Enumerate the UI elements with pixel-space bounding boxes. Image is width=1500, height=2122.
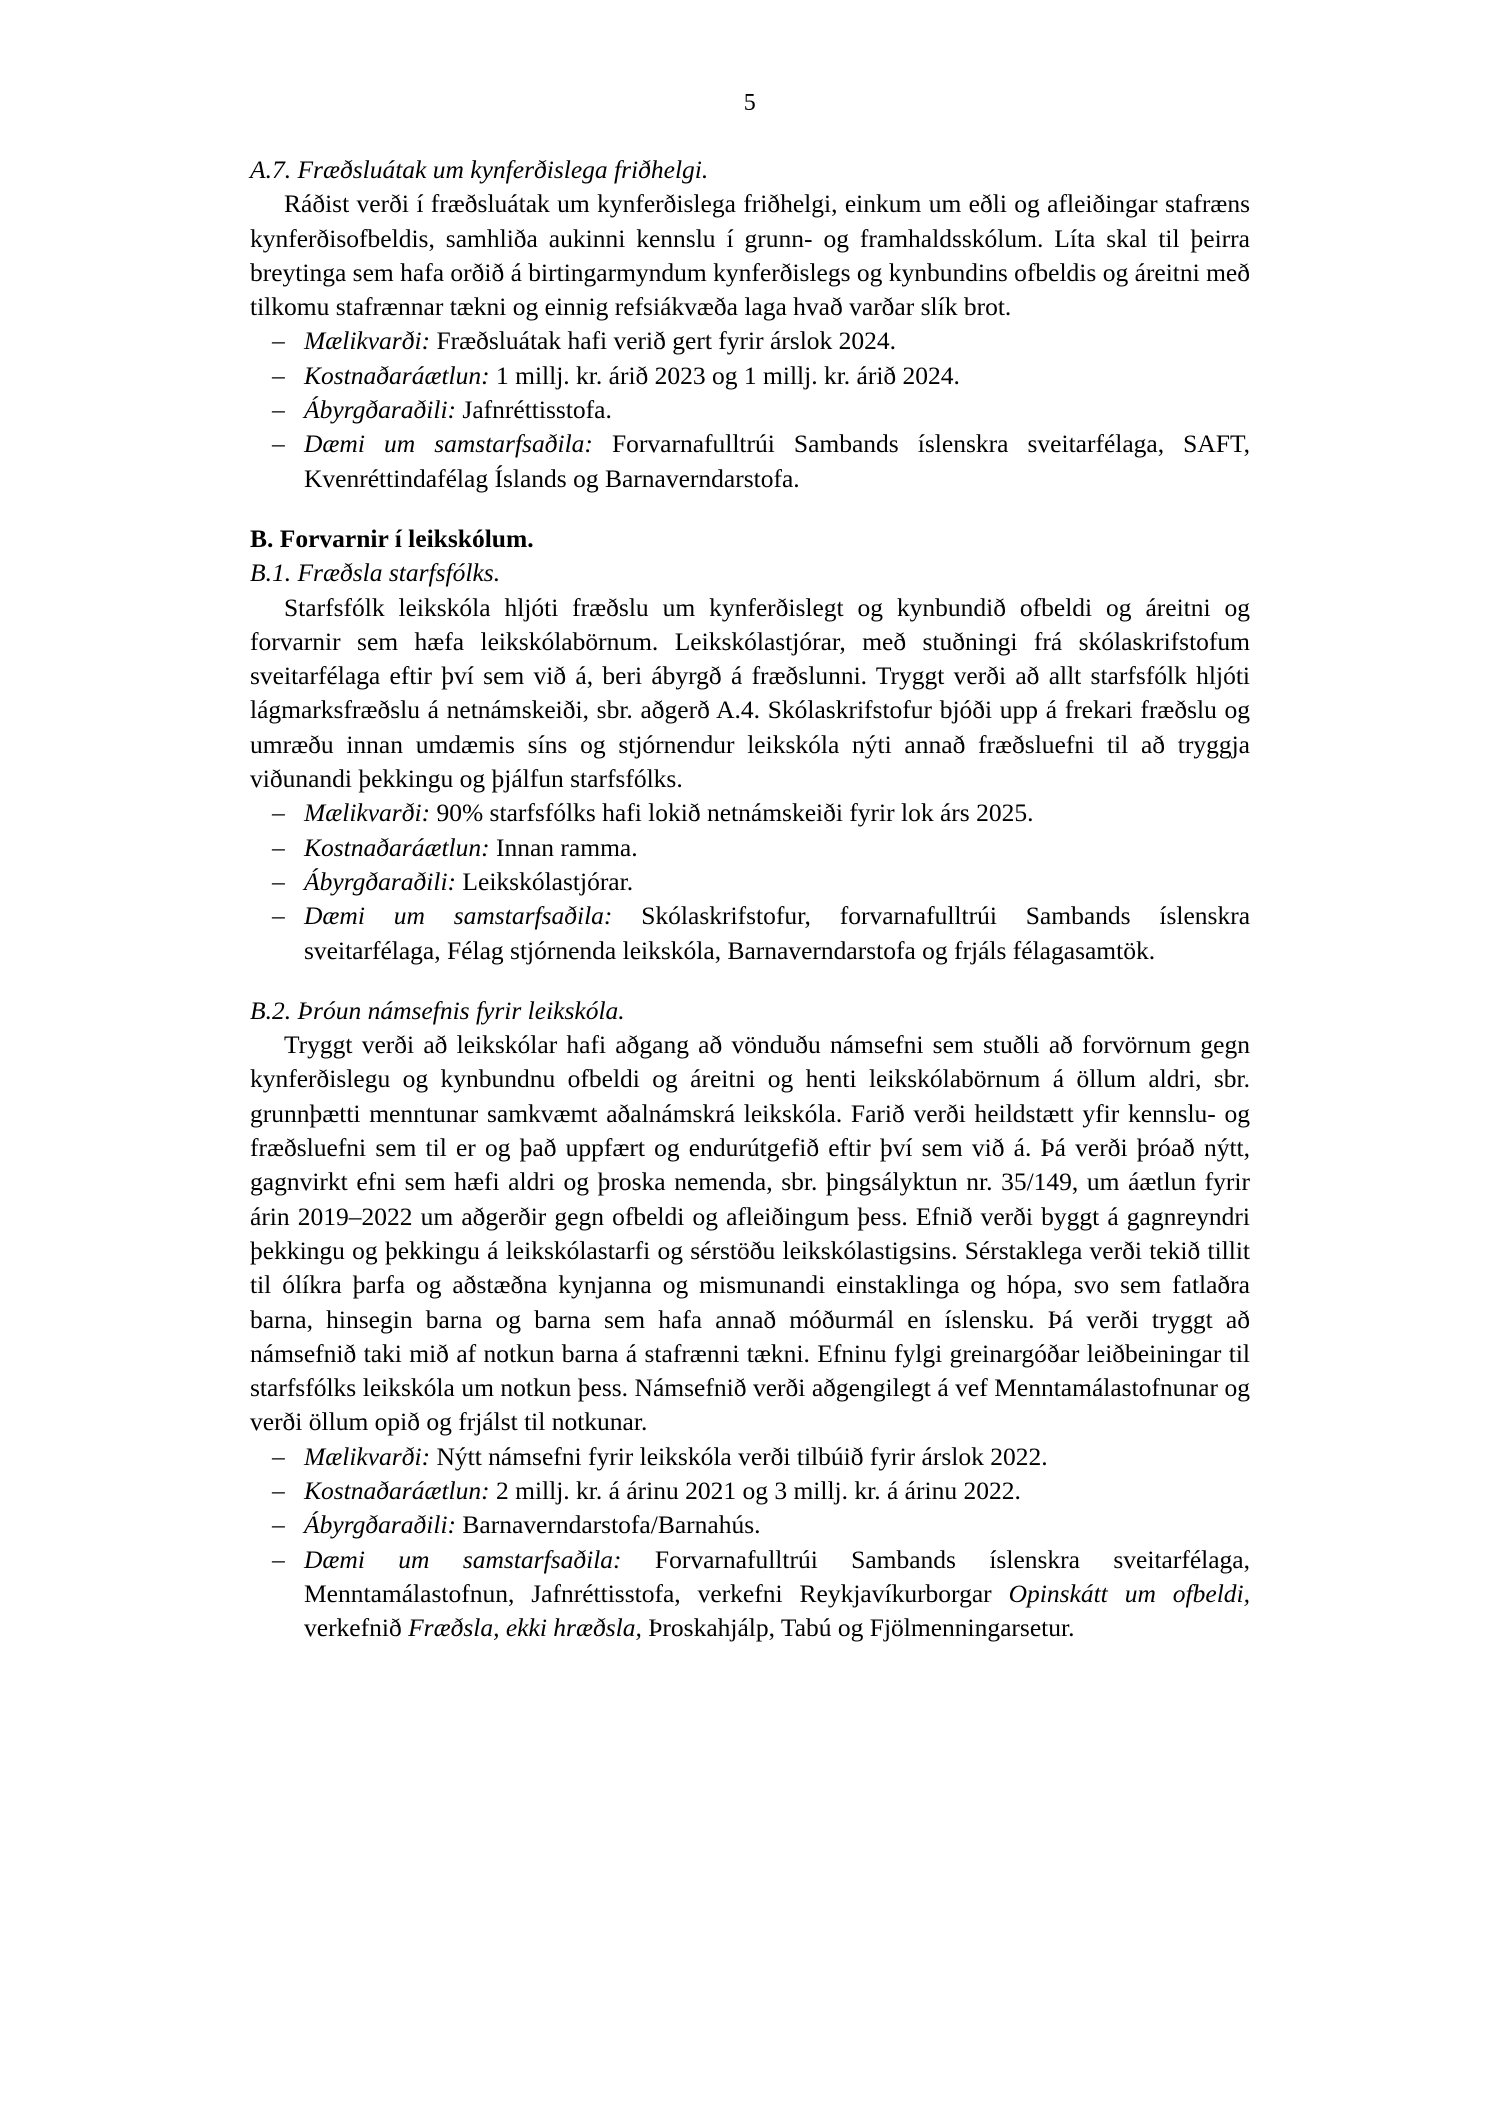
bullet-text: 1 millj. kr. árið 2023 og 1 millj. kr. árið 2024. [496,360,960,390]
page-number: 5 [743,90,757,116]
list-item [250,324,1250,358]
bullet-text-run: Opinskátt um ofbeldi, [1008,1578,1250,1608]
dash-marker: – [272,832,285,862]
dash-marker: – [272,326,285,356]
list-item [250,865,1250,899]
bullet-text: Forvarnafulltrúi Sambands íslenskra sveitarfélaga, SAFT, Kvenréttindafélag Íslands og Barnaverndarstofa. [304,429,1251,493]
bullet-text-run: Þroskahjálp, Tabú og Fjölmenningarsetur. [641,1613,1075,1643]
list-item [250,1543,1250,1646]
dash-marker: – [272,360,285,390]
bullet-label: Kostnaðaráætlun: [304,832,490,862]
section-heading-b: B. Forvarnir í leikskólum. [250,523,534,553]
list-item [250,1474,1250,1508]
bullet-text-run: verkefnið [304,1613,409,1643]
bullet-text: Skólaskrifstofur, forvarnafulltrúi Sambands íslenskra sveitarfélaga, Félag stjórnenda leikskóla, Barnaverndarstofa og frjáls félagasamtök. [304,901,1251,965]
bullet-text: 2 millj. kr. á árinu 2021 og 3 millj. kr. á árinu 2022. [496,1475,1021,1505]
list-item [250,1508,1250,1542]
bullet-label: Dæmi um samstarfsaðila: [304,429,593,459]
bullet-label: Mælikvarði: [304,1441,431,1471]
bullet-text: Leikskólastjórar. [462,866,634,896]
bullet-list-b2 [250,1440,1250,1646]
dash-marker: – [272,1510,285,1540]
bullet-text-run: Forvarnafulltrúi Sambands íslenskra sveitarfélaga, Menntamálastofnun, Jafnréttisstofa, verkefni Reykjavíkurborgar [304,1544,1250,1608]
bullet-text-run: Fræðsla, ekki hræðsla, [408,1613,642,1643]
list-item [250,796,1250,830]
bullet-text: Barnaverndarstofa/Barnahús. [462,1510,761,1540]
bullet-label: Dæmi um samstarfsaðila: [304,1544,622,1574]
section-paragraph-b1: Starfsfólk leikskóla hljóti fræðslu um kynferðislegt og kynbundið ofbeldi og áreitni og forvarnir sem hæfa leikskólabörnum. Leikskólastjórar, með stuðningi frá skólaskrifstofum sveitarfélaga eftir því sem við á, beri ábyrgð á fræðslunni. Tryggt verði að allt starfsfólk hljóti lágmarksfræðslu á netnámskeiði, sbr. aðgerð A.4. Skólaskrifstofur bjóði upp á frekari fræðslu og umræðu innan umdæmis síns og stjórnendur leikskóla nýti annað fræðsluefni til að tryggja viðunandi þekkingu og þjálfun starfsfólks. [250,592,1250,794]
dash-marker: – [272,1475,285,1505]
list-item [250,1440,1250,1474]
list-item [250,427,1250,496]
list-item [250,393,1250,427]
dash-marker: – [272,1441,285,1471]
bullet-label: Ábyrgðaraðili: [304,395,457,425]
dash-marker: – [272,429,285,459]
bullet-label: Dæmi um samstarfsaðila: [304,901,613,931]
dash-marker: – [272,866,285,896]
section-heading-a7: A.7. Fræðsluátak um kynferðislega friðhelgi. [250,155,709,184]
list-item [250,899,1250,968]
section-paragraph-b2: Tryggt verði að leikskólar hafi aðgang að vönduðu námsefni sem stuðli að forvörnum gegn kynferðislegu og kynbundnu ofbeldi og áreitni og henti leikskólabörnum á öllum aldri, sbr. grunnþætti menntunar samkvæmt aðalnámskrá leikskóla. Farið verði heildstætt yfir kennslu- og fræðsluefni sem til er og það uppfært og endurútgefið eftir því sem við á. Þá verði þróað nýtt, gagnvirkt efni sem hæfi aldri og þroska nemenda, sbr. þingsályktun nr. 35/149, um áætlun fyrir árin 2019–2022 um aðgerðir gegn ofbeldi og afleiðingum þess. Efnið verði byggt á gagnreyndri þekkingu og þekkingu á leikskólastarfi og sérstöðu leikskólastigsins. Sérstaklega verði tekið tillit til ólíkra þarfa og aðstæðna kynjanna og mismunandi einstaklinga og hópa, svo sem fatlaðra barna, hinsegin barna og barna sem hafa annað móðurmál en íslensku. Þá verði tryggt að námsefnið taki mið af notkun barna á stafrænni tækni. Efninu fylgi greinargóðar leiðbeiningar til starfsfólks leikskóla um notkun þess. Námsefnið verði aðgengilegt á vef Menntamálastofnunar og verði öllum opið og frjálst til notkunar. [250,1030,1250,1437]
bullet-label: Mælikvarði: [304,326,431,356]
dash-marker: – [272,901,285,931]
list-item [250,359,1250,393]
bullet-list-a7 [250,324,1250,495]
bullet-text: Jafnréttisstofa. [462,395,612,425]
bullet-label: Kostnaðaráætlun: [304,1475,490,1505]
bullet-label: Ábyrgðaraðili: [304,1510,457,1540]
bullet-label: Mælikvarði: [304,798,431,828]
page-content [250,90,1250,1645]
bullet-text: 90% starfsfólks hafi lokið netnámskeiði fyrir lok árs 2025. [436,798,1034,828]
section-heading-b1: B.1. Fræðsla starfsfólks. [250,558,501,588]
dash-marker: – [272,395,285,425]
list-item [250,831,1250,865]
section-heading-b2: B.2. Þróun námsefnis fyrir leikskóla. [250,995,625,1025]
bullet-label: Kostnaðaráætlun: [304,360,490,390]
bullet-list-b1 [250,796,1250,967]
bullet-text: Nýtt námsefni fyrir leikskóla verði tilbúið fyrir árslok 2022. [436,1441,1048,1471]
dash-marker: – [272,798,285,828]
bullet-text: Fræðsluátak hafi verið gert fyrir árslok 2024. [436,326,897,356]
dash-marker: – [272,1544,285,1574]
bullet-label: Ábyrgðaraðili: [304,866,457,896]
section-paragraph-a7: Ráðist verði í fræðsluátak um kynferðislega friðhelgi, einkum um eðli og afleiðingar stafræns kynferðisofbeldis, samhliða aukinni kennslu í grunn- og framhaldsskólum. Líta skal til þeirra breytinga sem hafa orðið á birtingarmyndum kynferðislegs og kynbundins ofbeldis og áreitni með tilkomu stafrænnar tækni og einnig refsiákvæða laga hvað varðar slík brot. [250,189,1250,322]
bullet-text: Innan ramma. [496,832,638,862]
